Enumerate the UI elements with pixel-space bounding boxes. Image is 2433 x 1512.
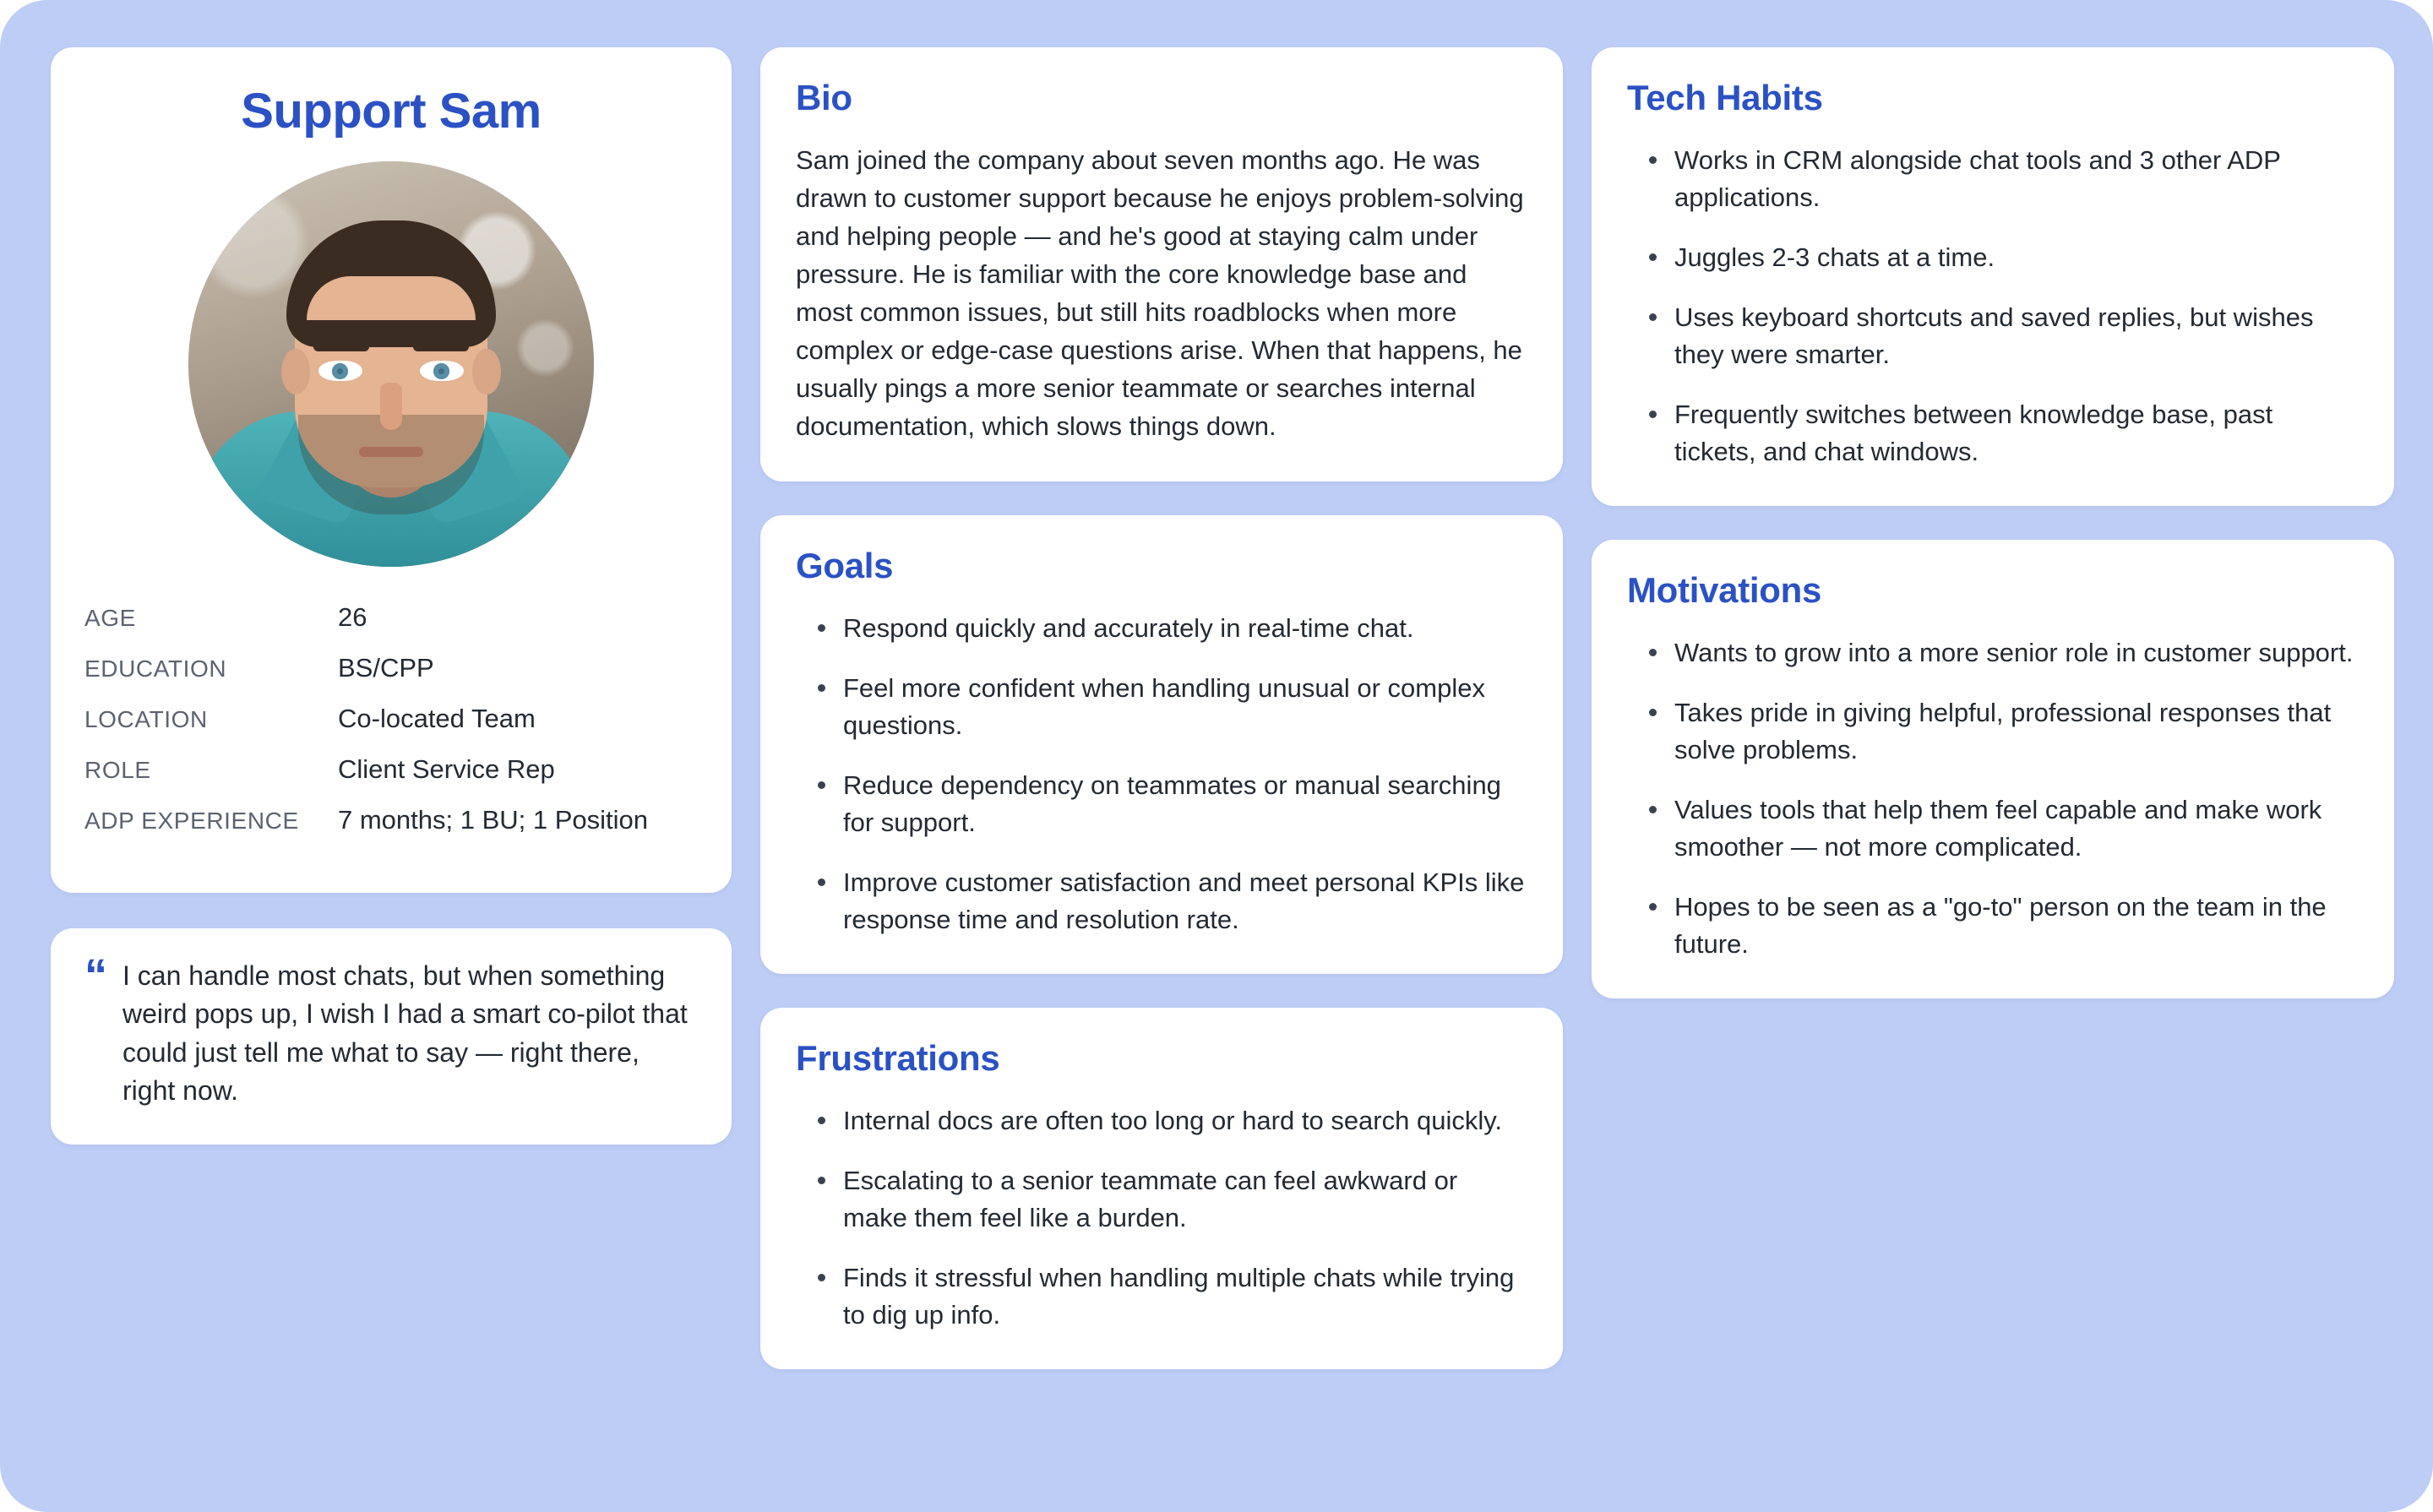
avatar [188,161,594,567]
fact-row [84,754,698,785]
bio-card [760,47,1563,481]
tech-habits-list [1627,142,2359,470]
fact-value-role: Client Service Rep [338,754,555,784]
quote-text: I can handle most chats, but when something weird pops up, I wish I had a smart co-pilot that could just tell me what to say — right there, right now. [122,960,688,1107]
list-item: Takes pride in giving helpful, professional responses that solve problems. [1627,694,2359,769]
frustrations-title: Frustrations [796,1037,1000,1078]
list-item: Escalating to a senior teammate can feel awkward or make them feel like a burden. [796,1162,1527,1237]
fact-label-location: LOCATION [84,706,208,732]
tech-habits-card [1592,47,2394,506]
list-item: Respond quickly and accurately in real-time chat. [796,610,1527,647]
avatar-mouth [359,447,423,457]
goals-list [796,610,1527,938]
list-item: Wants to grow into a more senior role in customer support. [1627,634,2359,672]
quote-card [51,928,732,1145]
fact-value-adp-experience: 7 months; 1 BU; 1 Position [338,805,649,835]
fact-row [84,704,698,734]
bio-title: Bio [796,78,852,117]
list-item: Hopes to be seen as a "go-to" person on the team in the future. [1627,889,2359,963]
fact-label-adp-experience: ADP EXPERIENCE [84,808,299,834]
right-column [1592,47,2394,998]
fact-label-age: AGE [84,605,136,631]
list-item: Frequently switches between knowledge base, past tickets, and chat windows. [1627,396,2359,470]
left-column [51,47,732,1145]
list-item: Finds it stressful when handling multiple chats while trying to dig up info. [796,1259,1527,1334]
list-item: Internal docs are often too long or hard to search quickly. [796,1102,1527,1139]
list-item: Values tools that help them feel capable and make work smoother — not more complicated. [1627,791,2359,866]
avatar-ear-right [472,349,501,394]
motivations-title: Motivations [1627,570,1822,611]
tech-habits-title: Tech Habits [1627,78,1823,117]
list-item: Improve customer satisfaction and meet personal KPIs like response time and resolution rate. [796,864,1527,938]
avatar-eye-right [420,361,464,381]
fact-label-role: ROLE [84,757,151,783]
list-item: Uses keyboard shortcuts and saved replies, but wishes they were smarter. [1627,299,2359,373]
avatar-nose [380,383,402,430]
fact-row [84,602,698,633]
fact-value-location: Co-located Team [338,704,536,733]
quote-icon: “ [84,950,107,1001]
profile-facts [84,602,698,835]
avatar-ear-left [281,349,310,394]
goals-title: Goals [796,545,894,585]
page-title: Support Sam [241,84,542,139]
avatar-eye-left [318,361,362,381]
bio-text: Sam joined the company about seven months ago. He was drawn to customer support because he enjoys problem-solving and helping people — and he's good at staying calm under pressure. He is familiar with the core knowledge base and most common issues, but still hits roadblocks when more complex or edge-case questions arise. When that happens, he usually pings a more senior teammate or searches internal documentation, which slows things down. [796,145,1524,441]
avatar-brow-left [313,342,369,351]
list-item: Feel more confident when handling unusual or complex questions. [796,670,1527,744]
list-item: Reduce dependency on teammates or manual searching for support. [796,767,1527,841]
motivations-card [1592,540,2394,998]
fact-value-education: BS/CPP [338,653,434,683]
middle-column [760,47,1563,1369]
fact-label-education: EDUCATION [84,655,227,682]
goals-card [760,515,1563,974]
frustrations-list [796,1102,1527,1334]
fact-row [84,653,698,683]
list-item: Juggles 2-3 chats at a time. [1627,239,2359,276]
avatar-brow-right [413,342,469,351]
fact-value-age: 26 [338,602,367,632]
fact-row [84,805,698,835]
frustrations-card [760,1008,1563,1369]
motivations-list [1627,634,2359,963]
avatar-wrapper [84,161,698,567]
profile-card [51,47,732,893]
list-item: Works in CRM alongside chat tools and 3 other ADP applications. [1627,142,2359,216]
